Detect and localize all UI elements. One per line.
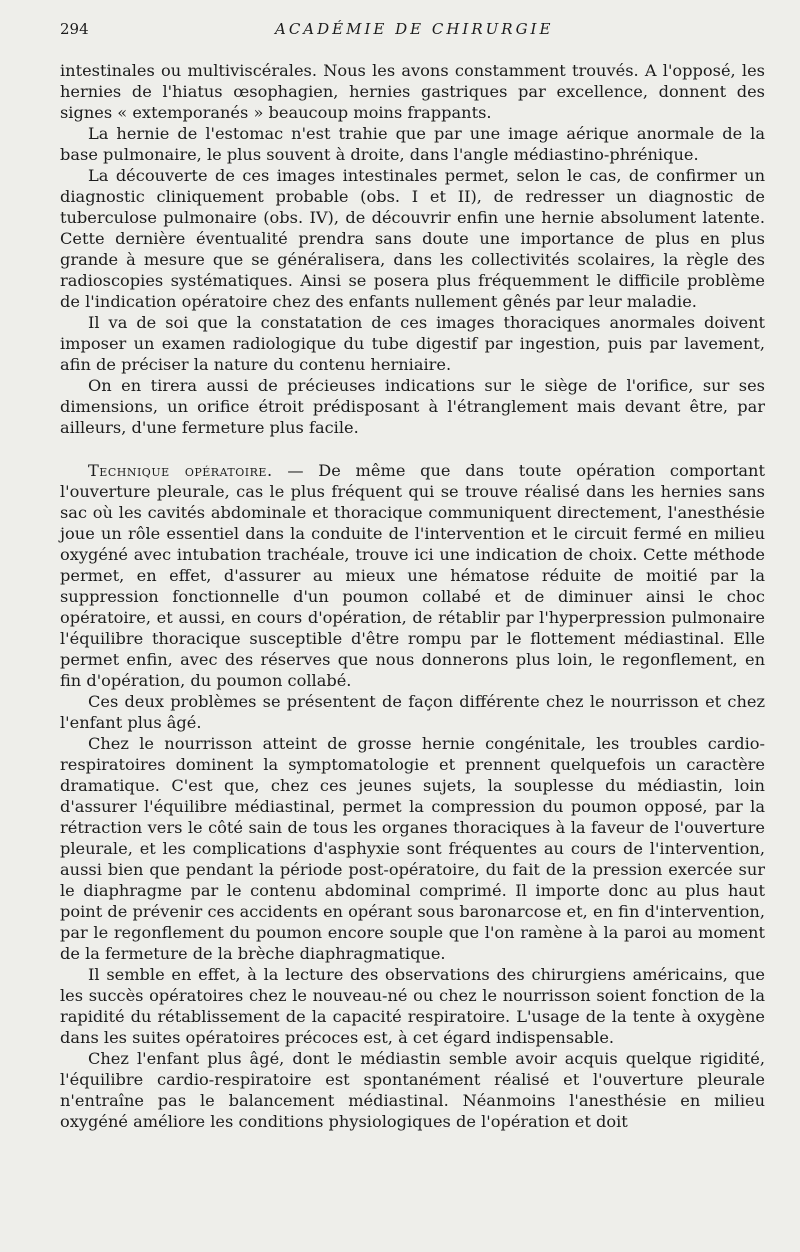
paragraph: Chez l'enfant plus âgé, dont le médiastin semble avoir acquis quelque rigidité, l'équilibre cardio-respiratoire est spontanément réalisé et l'ouverture pleurale n'entraîne pas le balancement médiastinal. Néanmoins l'anesthésie en milieu oxygéné améliore les conditions physiologiques de l'opération et doit — [60, 1049, 765, 1131]
section-heading: Technique opératoire. — [88, 461, 273, 480]
paragraph: Il semble en effet, à la lecture des observations des chirurgiens américains, que les succès opératoires chez le nouveau-né ou chez le nourrisson soient fonction de la rapidité du rétablissement de la capacité respiratoire. L'usage de la tente à oxygène dans les suites opératoires précoces est, à cet égard indispensable. — [60, 965, 765, 1047]
paragraph: On en tirera aussi de précieuses indications sur le siège de l'orifice, sur ses dimensions, un orifice étroit prédisposant à l'étranglement mais devant être, par ailleurs, d'une fermeture plus facile. — [60, 376, 765, 437]
paragraph-continued: intestinales ou multiviscérales. Nous les avons constamment trouvés. A l'opposé, les hernies de l'hiatus œsophagien, hernies gastriques par excellence, donnent des signes « extemporanés » beaucoup moins frappants. — [60, 61, 765, 122]
body-text — [60, 60, 765, 1132]
paragraph: La hernie de l'estomac n'est trahie que par une image aérique anormale de la base pulmonaire, le plus souvent à droite, dans l'angle médiastino-phrénique. — [60, 124, 765, 164]
journal-title: ACADÉMIE DE CHIRURGIE — [275, 20, 554, 38]
paragraph: Il va de soi que la constatation de ces images thoraciques anormales doivent imposer un examen radiologique du tube digestif par ingestion, puis par lavement, afin de préciser la nature du contenu herniaire. — [60, 313, 765, 374]
page-number: 294 — [60, 20, 89, 38]
paragraph: La découverte de ces images intestinales permet, selon le cas, de confirmer un diagnostic cliniquement probable (obs. I et II), de redresser un diagnostic de tuberculose pulmonaire (obs. IV), de découvrir enfin une hernie absolument latente. Cette dernière éventualité prendra sans doute une importance de plus en plus grande à mesure que se généralisera, dans les collectivités scolaires, la règle des radioscopies systématiques. Ainsi se posera plus fréquemment le difficile problème de l'indication opératoire chez des enfants nullement gênés par leur maladie. — [60, 166, 765, 311]
paragraph: Chez le nourrisson atteint de grosse hernie congénitale, les troubles cardio-respiratoires dominent la symptomatologie et prennent quelquefois un caractère dramatique. C'est que, chez ces jeunes sujets, la souplesse du médiastin, loin d'assurer l'équilibre médiastinal, permet la compression du poumon opposé, par la rétraction vers le côté sain de tous les organes thoraciques à la faveur de l'ouverture pleurale, et les complications d'asphyxie sont fréquentes au cours de l'intervention, aussi bien que pendant la période post-opératoire, du fait de la pression exercée sur le diaphragme par le contenu abdominal comprimé. Il importe donc au plus haut point de prévenir ces accidents en opérant sous baronarcose et, en fin d'intervention, par le regonflement du poumon encore souple que l'on ramène à la paroi au moment de la fermeture de la brèche diaphragmatique. — [60, 734, 765, 963]
section-first-paragraph: — De même que dans toute opération comportant l'ouverture pleurale, cas le plus fréquent qui se trouve réalisé dans les hernies sans sac où les cavités abdominale et thoracique communiquent directement, l'anesthésie joue un rôle essentiel dans la conduite de l'intervention et le circuit fermé en milieu oxygéné avec intubation trachéale, trouve ici une indication de choix. Cette méthode permet, en effet, d'assurer au mieux une hématose réduite de moitié par la suppression fonctionnelle d'un poumon collabé et de diminuer ainsi le choc opératoire, et aussi, en cours d'opération, de rétablir par l'hyperpression pulmonaire l'équilibre thoracique susceptible d'être rompu par le flottement médiastinal. Elle permet enfin, avec des réserves que nous donnerons plus loin, le regonflement, en fin d'opération, du poumon collabé. — [60, 461, 765, 690]
section-technique-operatoire — [60, 460, 765, 691]
paragraph: Ces deux problèmes se présentent de façon différente chez le nourrisson et chez l'enfant plus âgé. — [60, 692, 765, 732]
running-header — [60, 20, 765, 44]
